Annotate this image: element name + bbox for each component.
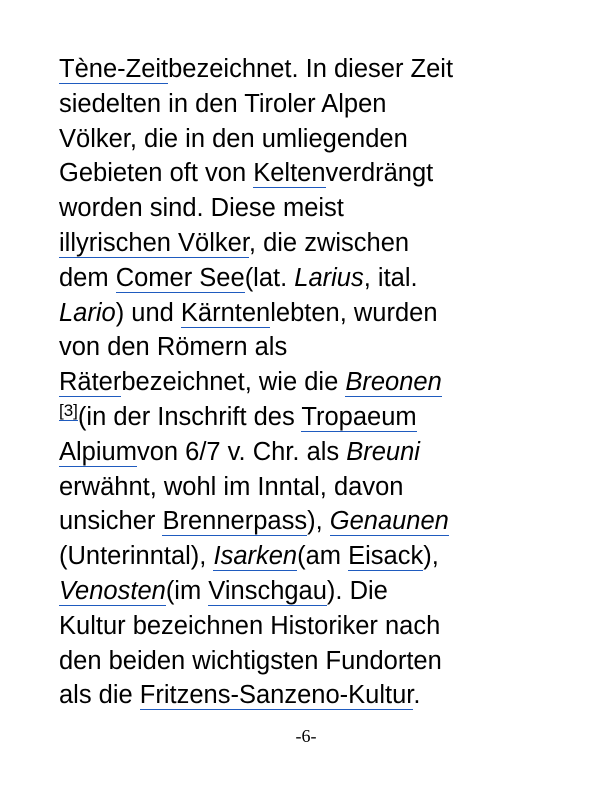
text-run: erwähnt, wohl im Inntal, davon bbox=[59, 472, 404, 501]
link-tene-zeit[interactable]: Tène-Zeit bbox=[59, 55, 169, 83]
text-line bbox=[59, 191, 569, 226]
text-line bbox=[59, 156, 569, 191]
link-breonen[interactable]: Breonen bbox=[345, 368, 442, 397]
link-illyrische-voelker[interactable]: illyrischen Völker bbox=[59, 228, 249, 257]
text-run: bezeichnet, wie die bbox=[121, 368, 346, 397]
text-run: Völker, die in den umliegenden bbox=[59, 124, 408, 153]
text-line bbox=[59, 52, 569, 87]
text-run: (Unterinntal), bbox=[59, 542, 214, 571]
link-raeter[interactable]: Räter bbox=[59, 368, 122, 397]
text-run: unsicher bbox=[59, 507, 163, 536]
text-line bbox=[59, 296, 569, 331]
link-genaunen[interactable]: Genaunen bbox=[329, 507, 449, 536]
text-run: (lat. bbox=[244, 263, 295, 292]
text-line bbox=[59, 122, 569, 157]
text-line bbox=[59, 504, 569, 539]
link-brennerpass[interactable]: Brennerpass bbox=[162, 507, 308, 536]
text-run: lebten, wurden bbox=[270, 298, 438, 327]
link-comer-see[interactable]: Comer See bbox=[115, 263, 245, 292]
link-tropaeum[interactable]: Tropaeum bbox=[301, 402, 417, 431]
text-run: von den Römern als bbox=[59, 333, 288, 362]
page-number: -6- bbox=[295, 726, 317, 746]
italic-term-lario: Lario bbox=[59, 298, 116, 327]
text-line bbox=[59, 365, 569, 400]
text-run: als die bbox=[59, 681, 140, 710]
text-line bbox=[59, 400, 569, 435]
footnote-reference-link[interactable]: [3] bbox=[59, 400, 78, 420]
link-kaernten[interactable]: Kärnten bbox=[180, 298, 271, 327]
text-run: den beiden wichtigsten Fundorten bbox=[59, 646, 442, 675]
link-venosten[interactable]: Venosten bbox=[59, 576, 166, 605]
text-run: ), bbox=[423, 542, 439, 571]
italic-term-breuni: Breuni bbox=[346, 437, 420, 466]
link-isarken[interactable]: Isarken bbox=[213, 542, 298, 571]
text-run: ). Die bbox=[326, 576, 388, 605]
text-run: siedelten in den Tiroler Alpen bbox=[59, 89, 387, 118]
link-eisack[interactable]: Eisack bbox=[348, 542, 424, 571]
italic-term-larius: Larius bbox=[294, 263, 364, 292]
text-run: Gebieten oft von bbox=[59, 159, 254, 188]
text-line bbox=[59, 644, 569, 679]
text-line bbox=[59, 678, 569, 713]
link-kelten[interactable]: Kelten bbox=[253, 159, 326, 188]
text-run: (am bbox=[297, 542, 349, 571]
text-line bbox=[59, 330, 569, 365]
text-line bbox=[59, 574, 569, 609]
text-run: . bbox=[413, 681, 421, 710]
text-run: Kultur bezeichnen Historiker nach bbox=[59, 611, 441, 640]
text-run: dem bbox=[59, 263, 116, 292]
text-line bbox=[59, 261, 569, 296]
text-run: , ital. bbox=[363, 263, 418, 292]
text-run: (in der Inschrift des bbox=[77, 402, 302, 431]
text-line bbox=[59, 470, 569, 505]
text-line bbox=[59, 609, 569, 644]
text-line bbox=[59, 539, 569, 574]
text-run: worden sind. Diese meist bbox=[59, 194, 344, 223]
text-run: , die zwischen bbox=[248, 228, 410, 257]
text-run: von 6/7 v. Chr. als bbox=[136, 437, 347, 466]
link-alpium[interactable]: Alpium bbox=[59, 437, 137, 466]
text-run: verdrängt bbox=[325, 159, 434, 188]
text-line bbox=[59, 87, 569, 122]
text-run: ) und bbox=[115, 298, 181, 327]
text-run: bezeichnet. In dieser Zeit bbox=[168, 55, 454, 83]
link-vinschgau[interactable]: Vinschgau bbox=[208, 576, 327, 605]
link-fritzens-sanzeno-kultur[interactable]: Fritzens-Sanzeno-Kultur bbox=[139, 681, 414, 710]
text-run: (im bbox=[165, 576, 209, 605]
text-run: ), bbox=[307, 507, 330, 536]
text-line bbox=[59, 226, 569, 261]
body-paragraph bbox=[59, 52, 569, 713]
text-line bbox=[59, 435, 569, 470]
